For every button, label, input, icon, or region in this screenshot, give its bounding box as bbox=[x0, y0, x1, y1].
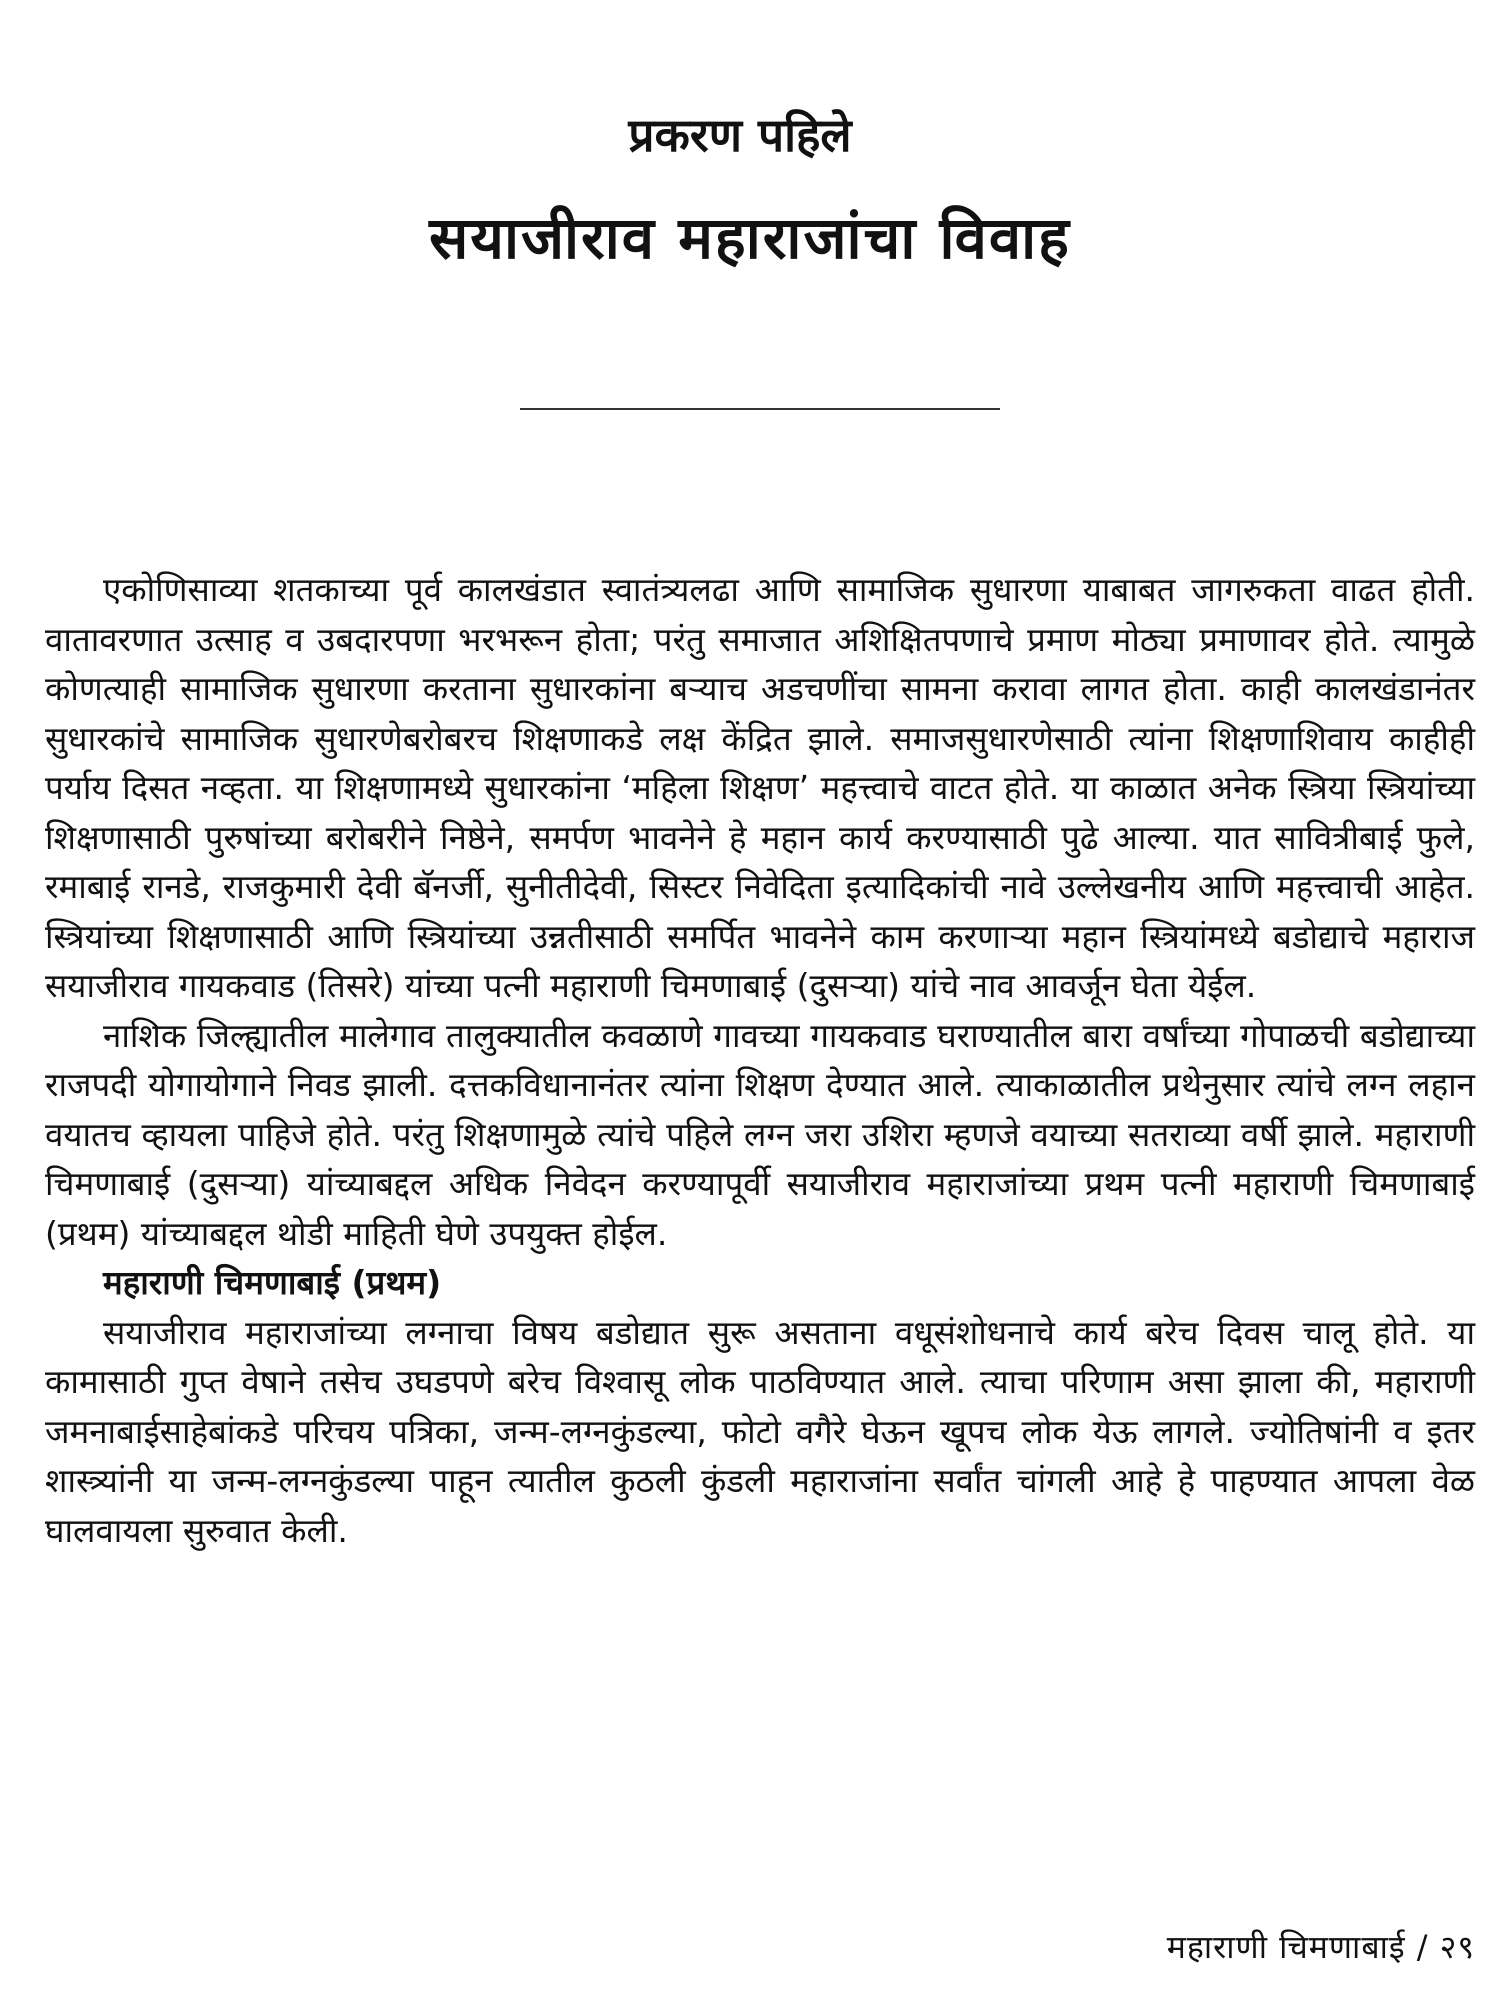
section-heading: महाराणी चिमणाबाई (प्रथम) bbox=[103, 1263, 442, 1302]
paragraph-intro: एकोणिसाव्या शतकाच्या पूर्व कालखंडात स्वातंत्र्यलढा आणि सामाजिक सुधारणा याबाबत जागरुकता वाढत होती. वातावरणात उत्साह व उबदारपणा भरभरून होता; परंतु समाजात अशिक्षितपणाचे प्रमाण मोठ्या प्रमाणावर होते. त्यामुळे कोणत्याही सामाजिक सुधारणा करताना सुधारकांना बऱ्याच अडचणींचा सामना करावा लागत होता. काही कालखंडानंतर सुधारकांचे सामाजिक सुधारणेबरोबरच शिक्षणाकडे लक्ष केंद्रित झाले. समाजसुधारणेसाठी त्यांना शिक्षणाशिवाय काहीही पर्याय दिसत नव्हता. या शिक्षणामध्ये सुधारकांना ‘महिला शिक्षण’ महत्त्वाचे वाटत होते. या काळात अनेक स्त्रिया स्त्रियांच्या शिक्षणासाठी पुरुषांच्या बरोबरीने निष्ठेने, समर्पण भावनेने हे महान कार्य करण्यासाठी पुढे आल्या. यात सावित्रीबाई फुले, रमाबाई रानडे, राजकुमारी देवी बॅनर्जी, सुनीतीदेवी, सिस्टर निवेदिता इत्यादिकांची नावे उल्लेखनीय आणि महत्त्वाची आहेत. स्त्रियांच्या शिक्षणासाठी आणि स्त्रियांच्या उन्नतीसाठी समर्पित भावनेने काम करणाऱ्या महान स्त्रियांमध्ये बडोद्याचे महाराज सयाजीराव गायकवाड (तिसरे) यांच्या पत्नी महाराणी चिमणाबाई (दुसऱ्या) यांचे नाव आवर्जून घेता येईल. bbox=[45, 570, 1476, 1005]
title-divider bbox=[520, 408, 1000, 410]
chapter-title: सयाजीराव महाराजांचा विवाह bbox=[429, 204, 1071, 272]
chapter-body bbox=[45, 565, 1475, 1555]
paragraph-bride-search: सयाजीराव महाराजांच्या लग्नाचा विषय बडोद्यात सुरू असताना वधूसंशोधनाचे कार्य बरेच दिवस चालू होते. या कामासाठी गुप्त वेषाने तसेच उघडपणे बरेच विश्वासू लोक पाठविण्यात आले. त्याचा परिणाम असा झाला की, महाराणी जमनाबाईसाहेबांकडे परिचय पत्रिका, जन्म-लग्नकुंडल्या, फोटो वगैरे घेऊन खूपच लोक येऊ लागले. ज्योतिषांनी व इतर शास्त्र्यांनी या जन्म-लग्नकुंडल्या पाहून त्यातील कुठली कुंडली महाराजांना सर्वांत चांगली आहे हे पाहण्यात आपला वेळ घालवायला सुरुवात केली. bbox=[45, 1312, 1475, 1550]
page-footer: महाराणी चिमणाबाई / २९ bbox=[1166, 1928, 1475, 1966]
paragraph-gopal-selection: नाशिक जिल्ह्यातील मालेगाव तालुक्यातील कवळाणे गावच्या गायकवाड घराण्यातील बारा वर्षांच्या गोपाळची बडोद्याच्या राजपदी योगायोगाने निवड झाली. दत्तकविधानानंतर त्यांना शिक्षण देण्यात आले. त्याकाळातील प्रथेनुसार त्यांचे लग्न लहान वयातच व्हायला पाहिजे होते. परंतु शिक्षणामुळे त्यांचे पहिले लग्न जरा उशिरा म्हणजे वयाच्या सतराव्या वर्षी झाले. महाराणी चिमणाबाई (दुसऱ्या) यांच्याबद्दल अधिक निवेदन करण्यापूर्वी सयाजीराव महाराजांच्या प्रथम पत्नी महाराणी चिमणाबाई (प्रथम) यांच्याबद्दल थोडी माहिती घेणे उपयुक्त होईल. bbox=[45, 1015, 1475, 1253]
chapter-label: प्रकरण पहिले bbox=[628, 108, 852, 162]
